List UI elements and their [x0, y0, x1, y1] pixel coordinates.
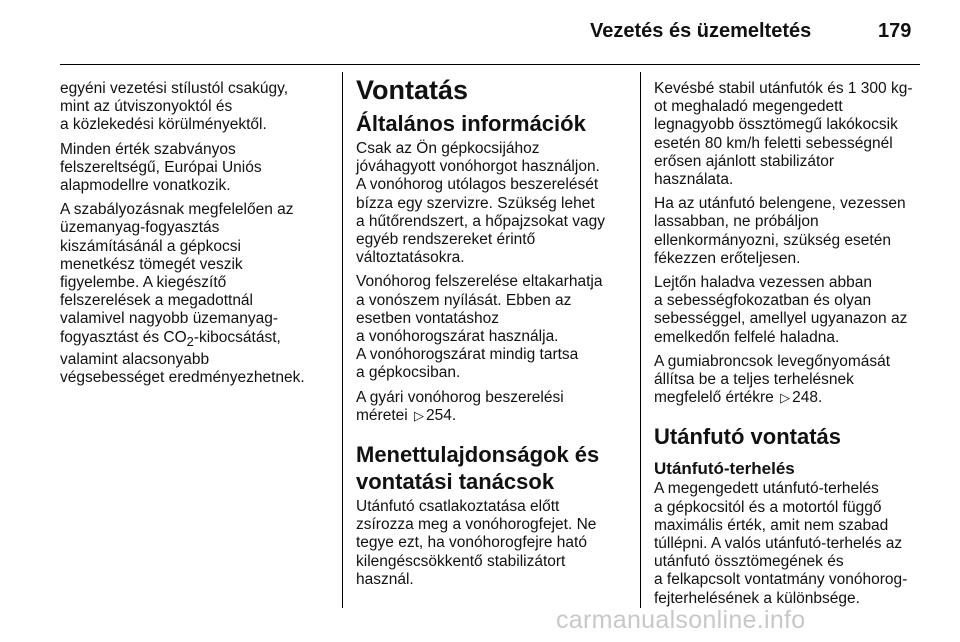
text-line: a vonóhorogszárat használja.: [356, 328, 559, 346]
text-line: Utánfutó csatlakoztatása előtt: [356, 498, 560, 516]
text-line: legnagyobb össztömegű lakókocsik: [654, 116, 898, 134]
spacer: [654, 413, 924, 423]
text-line: használ.: [356, 570, 414, 588]
text-line-co2: [60, 329, 332, 351]
text-line: állítsa be a teljes terhelésnek: [654, 371, 854, 389]
text-line: változtatásokra.: [356, 249, 465, 267]
text-line: a felkapcsolt vontatmány vonóhorog-: [654, 571, 908, 589]
co2-text-after: -kibocsátást,: [193, 328, 281, 346]
heading-line: vontatási tanácsok: [356, 469, 555, 495]
text-line: ellenkormányozni, szükség esetén: [654, 231, 891, 249]
column-divider-right: [640, 72, 641, 608]
subheading-general-info: Általános információk: [356, 111, 586, 136]
text-line: Lejtőn haladva vezessen abban: [654, 274, 873, 292]
arrow-right-icon: ▷: [780, 390, 791, 406]
page-number: 179: [878, 20, 912, 42]
text-line: lassabban, ne próbáljon: [654, 213, 819, 231]
text-line: ot meghaladó megengedett: [654, 98, 843, 116]
text-line: Kevésbé stabil utánfutók és 1 300 kg-: [654, 80, 913, 97]
paragraph-grease-towbar: [356, 498, 626, 589]
text-line: A gumiabroncsok levegőnyomását: [654, 352, 891, 370]
text-line: Ha az utánfutó belengene, vezessen: [654, 195, 906, 213]
text-line: a hűtőrendszert, a hőpajzsokat vagy: [356, 212, 606, 230]
text-line: valamint alacsonyabb: [60, 350, 210, 368]
subheading-trailer-load: Utánfutó-terhelés: [654, 459, 795, 479]
paragraph-downhill: [654, 274, 924, 347]
text-line: fejterhelésének a különbsége.: [654, 589, 860, 607]
text-line: kiszámításánál a gépkocsi: [60, 237, 241, 255]
column-2: [356, 74, 626, 595]
paragraph-trailer-sway: [654, 195, 924, 268]
text-line: Csak az Ön gépkocsijához: [356, 140, 540, 157]
text-line: A vonóhorog utólagos beszerelését: [356, 176, 599, 194]
text-line: utánfutó össztömegének és: [654, 553, 844, 571]
text-line: A gyári vonóhorog beszerelési: [356, 388, 564, 406]
header-rule: [60, 64, 920, 65]
text-line: a sebességfokozatban és olyan: [654, 292, 872, 310]
watermark-text: carmanualsonline.info: [556, 606, 806, 634]
text-line: a vonószem nyílását. Ebben az: [356, 291, 572, 309]
column-1: [60, 80, 332, 393]
text-fragment: megfelelő értékre: [654, 389, 774, 407]
text-line-reference: [654, 389, 924, 407]
text-line: mint az útviszonyoktól és: [60, 98, 233, 116]
heading-line: Menettulajdonságok és: [356, 442, 600, 468]
text-line: menetkész tömegét veszik: [60, 255, 243, 273]
text-line: fékezzen erőteljesen.: [654, 249, 801, 267]
text-line: A vonóhorogszárat mindig tartsa: [356, 346, 579, 364]
text-line: alapmodellre vonatkozik.: [60, 177, 231, 195]
text-line: a gépkocsitól és a motortól függő: [654, 498, 882, 516]
text-line: bízza egy szervizre. Szükség lehet: [356, 194, 595, 212]
text-line: kilengéscsökkentő stabilizátort: [356, 552, 566, 570]
text-line: maximális érték, amit nem szabad: [654, 516, 889, 534]
paragraph-regulation: [60, 201, 332, 387]
page-reference-248[interactable]: 248.: [792, 389, 823, 407]
text-line: A szabályozásnak megfelelően az: [60, 201, 294, 219]
arrow-right-icon: ▷: [414, 407, 424, 423]
text-line: figyelembe. A kiegészítő: [60, 274, 227, 292]
text-line: tegye ezt, ha vonóhorogfejre ható: [356, 534, 587, 552]
text-line: erősen ajánlott stabilizátor: [654, 152, 835, 170]
text-line: esetén 80 km/h feletti sebességnél: [654, 134, 893, 152]
text-line: valamivel nagyobb üzemanyag-: [60, 310, 278, 328]
section-heading-towing: Vontatás: [356, 75, 469, 105]
text-fragment: méretei: [356, 406, 408, 424]
column-3: [654, 80, 924, 614]
text-line: emelkedőn felfelé haladna.: [654, 328, 840, 346]
paragraph-towbar-approval: [356, 140, 626, 267]
text-line-reference: [356, 407, 626, 425]
text-line: esetben vontatáshoz: [356, 309, 500, 327]
paragraph-stabilizer: [654, 80, 924, 189]
subheading-driving-tips: [356, 441, 626, 495]
running-header-title: Vezetés és üzemeltetés: [590, 20, 812, 42]
spacer: [356, 431, 626, 441]
paragraph-standard-values: [60, 141, 332, 196]
text-line: felszereltségű, Európai Uniós: [60, 158, 262, 176]
text-line: a gépkocsiban.: [356, 364, 461, 382]
paragraph-trailer-load: [654, 480, 924, 607]
text-line: túllépni. A valós utánfutó-terhelés az: [654, 535, 903, 553]
column-divider-left: [342, 72, 343, 608]
co2-subscript: 2: [186, 333, 194, 349]
text-line: zsírozza meg a vonóhorogfejet. Ne: [356, 516, 597, 534]
text-line: egyéni vezetési stílustól csakúgy,: [60, 80, 289, 97]
text-line: használata.: [654, 171, 734, 189]
text-line: végsebességet eredményezhetnek.: [60, 369, 305, 387]
page-reference-254[interactable]: 254.: [426, 406, 457, 424]
paragraph-mounting-dimensions: [356, 389, 626, 425]
paragraph-driving-style: [60, 80, 332, 135]
text-line: sebességgel, amellyel ugyanazon az: [654, 310, 908, 328]
text-line: a közlekedési körülményektől.: [60, 116, 267, 134]
text-line: Minden érték szabványos: [60, 140, 236, 158]
paragraph-tyre-pressure: [654, 353, 924, 408]
text-line: üzemanyag-fogyasztás: [60, 219, 220, 237]
co2-text: fogyasztást és CO: [60, 328, 187, 346]
text-line: Vonóhorog felszerelése eltakarhatja: [356, 273, 603, 291]
subheading-trailer-towing: Utánfutó vontatás: [654, 424, 841, 450]
text-line: jóváhagyott vonóhorgot használjon.: [356, 158, 600, 176]
paragraph-towing-eye: [356, 273, 626, 382]
text-line: A megengedett utánfutó-terhelés: [654, 480, 879, 498]
text-line: felszerelések a megadottnál: [60, 292, 254, 310]
text-line: egyéb rendszereket érintő: [356, 231, 536, 249]
